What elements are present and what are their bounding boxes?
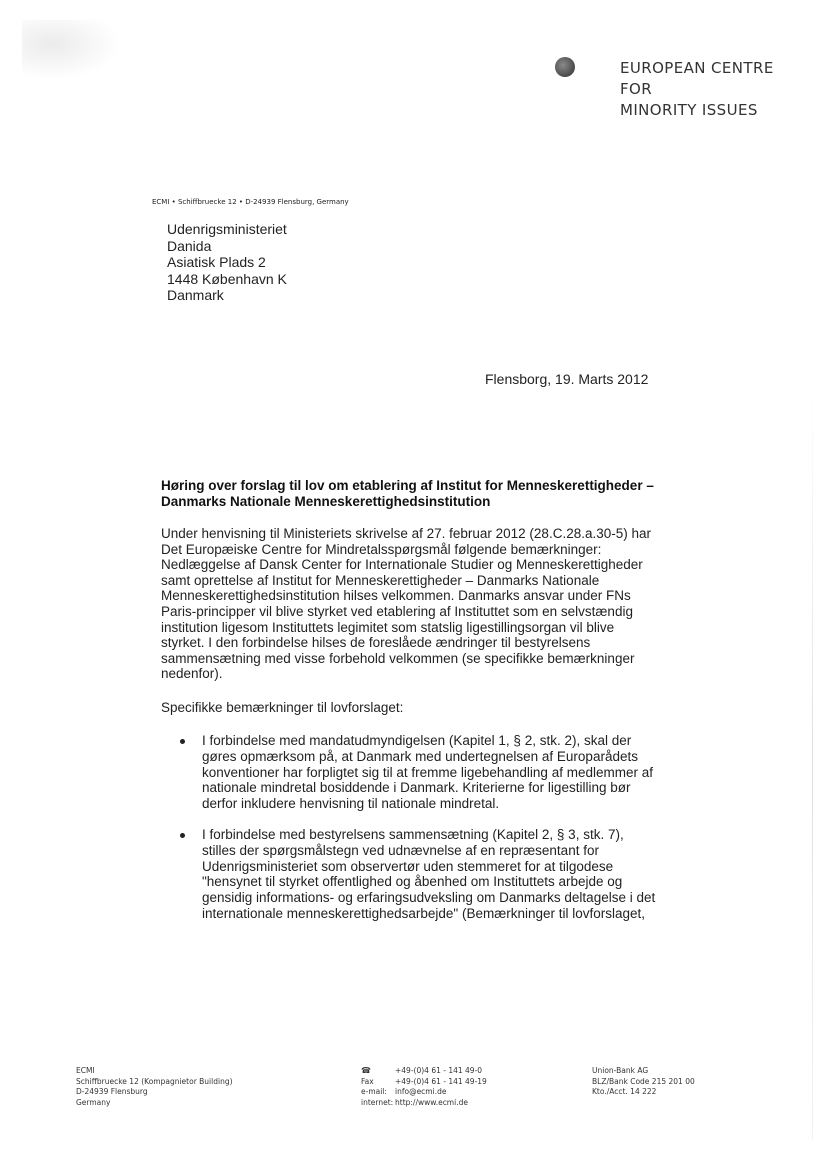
remark-line: I forbindelse med mandatudmyndigelsen (Kapitel 1, § 2, stk. 2), skal der: [202, 733, 632, 748]
body-line: samt oprettelse af Institut for Menneskerettigheder – Danmarks Nationale: [161, 572, 600, 588]
recipient-line: Danmark: [167, 287, 224, 303]
remark-line: gensidig informations- og erfaringsudveksling om Danmarks deltagelse i det: [202, 890, 656, 906]
body-line: Paris-principper vil blive styrket ved etablering af Instituttet som en selvstændig: [161, 603, 633, 619]
recipient-line: Udenrigsministeriet: [167, 221, 287, 237]
phone-icon: ☎: [361, 1066, 371, 1075]
fax-row: [361, 1077, 487, 1088]
subject-heading: [161, 478, 681, 510]
bank-line: BLZ/Bank Code 215 201 00: [592, 1076, 695, 1086]
fax-label: Fax: [361, 1076, 374, 1086]
org-name-line: EUROPEAN CENTRE: [620, 59, 774, 77]
remark-line: stilles der spørgsmålstegn ved udnævnelse af en repræsentant for: [202, 842, 599, 858]
body-line: styrket. I den forbindelse hilses de foreslåede ændringer til bestyrelsens: [161, 635, 591, 651]
email-row: [361, 1087, 487, 1098]
website-url: http://www.ecmi.de: [395, 1097, 468, 1107]
bank-line: Union-Bank AG: [592, 1066, 649, 1075]
body-line: Nedlæggelse af Dansk Center for Internationale Studier og Menneskerettigheder: [161, 557, 643, 573]
remark-line: derfor inkludere henvisning til nationale mindretal.: [202, 796, 500, 812]
body-line: Menneskerettighedsinstitution hilses velkommen. Danmarks ansvar under FNs: [161, 588, 631, 604]
ecmi-logo-dot-icon: [555, 57, 575, 77]
footer-bank: [592, 1066, 695, 1098]
specific-remarks-label: Specifikke bemærkninger til lovforslaget:: [161, 700, 404, 715]
remark-line: nationale mindretal bosiddende i Danmark. Kriterierne for ligestilling bør: [202, 780, 631, 796]
body-paragraph: [161, 526, 691, 682]
email-label: e-mail:: [361, 1087, 387, 1096]
footer-address-line: ECMI: [76, 1066, 95, 1075]
recipient-line: Danida: [167, 237, 212, 254]
website-label: internet:: [361, 1097, 394, 1107]
bullet-icon: [180, 739, 185, 744]
recipient-address: [167, 221, 287, 304]
remark-line: konventioner har forpligtet sig til at fremme ligebehandling af medlemmer af: [202, 764, 653, 780]
phone-number: +49-(0)4 61 - 141 49-0: [395, 1066, 483, 1075]
remark-line: I forbindelse med bestyrelsens sammensætning (Kapitel 2, § 3, stk. 7),: [202, 826, 624, 842]
body-line: Det Europæiske Centre for Mindretalsspørgsmål følgende bemærkninger:: [161, 541, 602, 557]
website-row: [361, 1098, 487, 1109]
org-name-line: FOR: [620, 80, 653, 98]
footer-address-line: Germany: [76, 1097, 111, 1107]
remark-item: [180, 733, 680, 812]
remark-line: Udenrigsministeriet som observertør uden stemmeret for at tilgodese: [202, 858, 614, 874]
remark-item: [180, 827, 680, 922]
letter-date: Flensborg, 19. Marts 2012: [485, 371, 649, 387]
recipient-line: Asiatisk Plads 2: [167, 254, 266, 270]
remark-line: internationale menneskerettighedsarbejde" (Bemærkninger til lovforslaget,: [202, 905, 646, 921]
remarks-list: [180, 733, 680, 937]
scan-edge-artifact: [812, 380, 813, 1140]
bullet-icon: [180, 833, 185, 838]
recipient-line: 1448 København K: [167, 270, 287, 287]
body-line: sammensætning med visse forbehold velkommen (se specifikke bemærkninger: [161, 650, 635, 666]
scan-artifact: [22, 20, 122, 80]
body-line: Under henvisning til Ministeriets skrivelse af 27. februar 2012 (28.C.28.a.30-5) har: [161, 526, 651, 541]
subject-line: Danmarks Nationale Menneskerettighedsinstitution: [161, 494, 491, 509]
fax-number: +49-(0)4 61 - 141 49-19: [395, 1076, 487, 1086]
remark-line: "hensynet til styrket offentlighed og åbenhed om Instituttets arbejde og: [202, 874, 623, 890]
org-name-line: MINORITY ISSUES: [620, 101, 758, 119]
bank-line: Kto./Acct. 14 222: [592, 1087, 657, 1096]
footer-address: [76, 1066, 233, 1108]
body-line: institution ligesom Instituttets legimitet som statslig ligestillingsorgan vil blive: [161, 619, 615, 635]
phone-row: [361, 1066, 487, 1077]
footer-address-line: Schiffbruecke 12 (Kompagnietor Building): [76, 1076, 233, 1086]
org-name: [620, 58, 774, 121]
remark-line: gøres opmærksom på, at Danmark med undertegnelsen af Europarådets: [202, 748, 638, 764]
body-line: nedenfor).: [161, 666, 223, 682]
email-address: info@ecmi.de: [395, 1087, 447, 1096]
footer-address-line: D-24939 Flensburg: [76, 1087, 148, 1096]
return-address: ECMI • Schiffbruecke 12 • D-24939 Flensburg, Germany: [152, 198, 349, 206]
subject-line: Høring over forslag til lov om etablering af Institut for Menneskerettigheder –: [161, 478, 654, 493]
footer-contacts: [361, 1066, 487, 1108]
